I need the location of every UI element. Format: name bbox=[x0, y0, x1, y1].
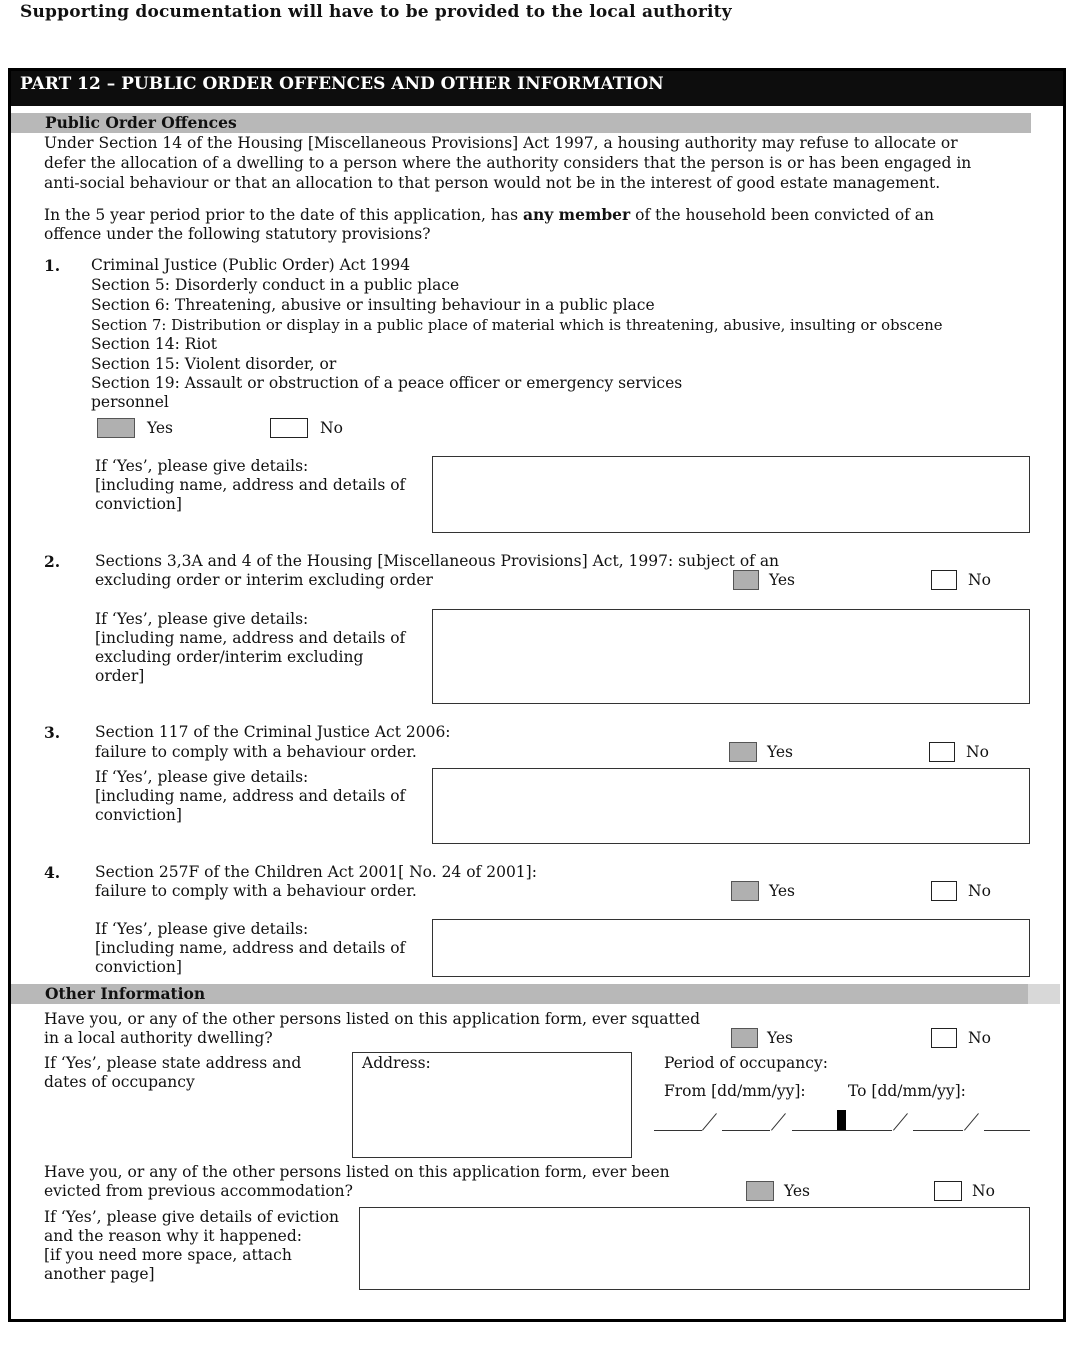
item-3-details-field[interactable] bbox=[432, 768, 1030, 844]
item-number: 4. bbox=[44, 863, 61, 882]
intro-line-1: Under Section 14 of the Housing [Miscellaneous Provisions] Act 1997, a housing authority may refuse to allocate or bbox=[44, 134, 958, 152]
question-text-bold: any member bbox=[522, 205, 631, 224]
yes-label: Yes bbox=[769, 571, 796, 589]
to-day-field[interactable] bbox=[913, 1130, 963, 1131]
item-1-line: Criminal Justice (Public Order) Act 1994 bbox=[91, 256, 411, 274]
item-number: 1. bbox=[44, 256, 61, 275]
yes-label: Yes bbox=[784, 1182, 811, 1200]
section-header-public-order: Public Order Offences bbox=[11, 113, 1031, 133]
no-label: No bbox=[968, 882, 991, 900]
item-number: 2. bbox=[44, 552, 61, 571]
item-3-yes-checkbox[interactable] bbox=[729, 742, 757, 762]
state-address-label: If ‘Yes’, please state address and bbox=[44, 1054, 302, 1072]
item-1-line: Section 14: Riot bbox=[91, 335, 217, 353]
section-header-other-information: Other Information bbox=[11, 984, 1028, 1004]
item-1-line: Section 19: Assault or obstruction of a peace officer or emergency services bbox=[91, 374, 683, 392]
item-4-no-checkbox[interactable] bbox=[931, 881, 957, 901]
squat-yes-checkbox[interactable] bbox=[731, 1028, 758, 1048]
item-2-yes-checkbox[interactable] bbox=[733, 570, 759, 590]
evicted-question-line: evicted from previous accommodation? bbox=[44, 1182, 353, 1200]
evicted-question-line: Have you, or any of the other persons listed on this application form, ever been bbox=[44, 1163, 670, 1181]
details-label: order] bbox=[95, 667, 145, 685]
to-date-label: To [dd/mm/yy]: bbox=[848, 1082, 966, 1100]
squat-question-line: Have you, or any of the other persons listed on this application form, ever squatted bbox=[44, 1010, 701, 1028]
item-3-line: Section 117 of the Criminal Justice Act 2006: bbox=[95, 723, 451, 741]
item-1-line: personnel bbox=[91, 393, 169, 411]
question-text-post: of the household been convicted of an bbox=[630, 206, 935, 224]
eviction-details-label: another page] bbox=[44, 1265, 155, 1283]
state-address-label: dates of occupancy bbox=[44, 1073, 195, 1091]
item-1-details-field[interactable] bbox=[432, 456, 1030, 533]
evicted-no-checkbox[interactable] bbox=[934, 1181, 962, 1201]
item-1-yes-checkbox[interactable] bbox=[97, 418, 135, 438]
details-label: [including name, address and details of bbox=[95, 939, 406, 957]
details-label: [including name, address and details of bbox=[95, 787, 406, 805]
no-label: No bbox=[320, 419, 343, 437]
band-end-shade bbox=[1028, 984, 1060, 1004]
details-label: excluding order/interim excluding bbox=[95, 648, 364, 666]
eviction-details-label: [if you need more space, attach bbox=[44, 1246, 292, 1264]
period-label: Period of occupancy: bbox=[664, 1054, 828, 1072]
details-label: If ‘Yes’, please give details: bbox=[95, 768, 309, 786]
item-2-line: Sections 3,3A and 4 of the Housing [Miscellaneous Provisions] Act, 1997: subject of an bbox=[95, 552, 780, 570]
item-number: 3. bbox=[44, 723, 61, 742]
item-1-line: Section 15: Violent disorder, or bbox=[91, 355, 337, 373]
item-1-no-checkbox[interactable] bbox=[270, 418, 308, 438]
item-1-line: Section 7: Distribution or display in a public place of material which is threatening, abusive, insulting or obscene bbox=[91, 317, 943, 334]
intro-line-2: defer the allocation of a dwelling to a person where the authority considers that the person is or has been engaged in bbox=[44, 154, 972, 172]
details-label: conviction] bbox=[95, 806, 182, 824]
item-3-line: failure to comply with a behaviour order. bbox=[95, 743, 417, 761]
item-3-no-checkbox[interactable] bbox=[929, 742, 955, 762]
evicted-yes-checkbox[interactable] bbox=[746, 1181, 774, 1201]
no-label: No bbox=[972, 1182, 995, 1200]
part-title: PART 12 – PUBLIC ORDER OFFENCES AND OTHER INFORMATION bbox=[11, 71, 1063, 106]
squat-question-line: in a local authority dwelling? bbox=[44, 1029, 273, 1047]
item-4-line: failure to comply with a behaviour order. bbox=[95, 882, 417, 900]
eviction-details-label: If ‘Yes’, please give details of eviction bbox=[44, 1208, 340, 1226]
item-1-line: Section 6: Threatening, abusive or insulting behaviour in a public place bbox=[91, 296, 655, 314]
from-month-field[interactable] bbox=[722, 1130, 770, 1131]
from-date-label: From [dd/mm/yy]: bbox=[664, 1082, 806, 1100]
eviction-details-label: and the reason why it happened: bbox=[44, 1227, 302, 1245]
details-label: conviction] bbox=[95, 495, 182, 513]
item-1-line: Section 5: Disorderly conduct in a public place bbox=[91, 276, 460, 294]
question-line-2: offence under the following statutory provisions? bbox=[44, 225, 431, 243]
eviction-details-field[interactable] bbox=[359, 1207, 1030, 1290]
details-label: [including name, address and details of bbox=[95, 476, 406, 494]
no-label: No bbox=[968, 571, 991, 589]
yes-label: Yes bbox=[147, 419, 174, 437]
question-line-1 bbox=[44, 205, 934, 226]
to-month-year-field[interactable] bbox=[984, 1130, 1030, 1131]
address-label: Address: bbox=[362, 1054, 431, 1072]
item-4-details-field[interactable] bbox=[432, 919, 1030, 977]
yes-label: Yes bbox=[769, 882, 796, 900]
item-2-line: excluding order or interim excluding order bbox=[95, 571, 433, 589]
details-label: If ‘Yes’, please give details: bbox=[95, 920, 309, 938]
from-year-field[interactable] bbox=[792, 1130, 892, 1131]
no-label: No bbox=[968, 1029, 991, 1047]
intro-line-3: anti-social behaviour or that an allocation to that person would not be in the interest of good estate management. bbox=[44, 174, 941, 192]
item-4-line: Section 257F of the Children Act 2001[ No. 24 of 2001]: bbox=[95, 863, 537, 881]
text-cursor bbox=[837, 1110, 846, 1130]
item-2-details-field[interactable] bbox=[432, 609, 1030, 704]
squat-no-checkbox[interactable] bbox=[931, 1028, 957, 1048]
details-label: If ‘Yes’, please give details: bbox=[95, 610, 309, 628]
yes-label: Yes bbox=[767, 1029, 794, 1047]
no-label: No bbox=[966, 743, 989, 761]
supporting-documentation-note: Supporting documentation will have to be provided to the local authority bbox=[20, 2, 732, 22]
details-label: [including name, address and details of bbox=[95, 629, 406, 647]
details-label: If ‘Yes’, please give details: bbox=[95, 457, 309, 475]
question-text-pre: In the 5 year period prior to the date of this application, has bbox=[44, 206, 523, 224]
item-2-no-checkbox[interactable] bbox=[931, 570, 957, 590]
item-4-yes-checkbox[interactable] bbox=[731, 881, 759, 901]
details-label: conviction] bbox=[95, 958, 182, 976]
from-day-field[interactable] bbox=[654, 1130, 702, 1131]
yes-label: Yes bbox=[767, 743, 794, 761]
